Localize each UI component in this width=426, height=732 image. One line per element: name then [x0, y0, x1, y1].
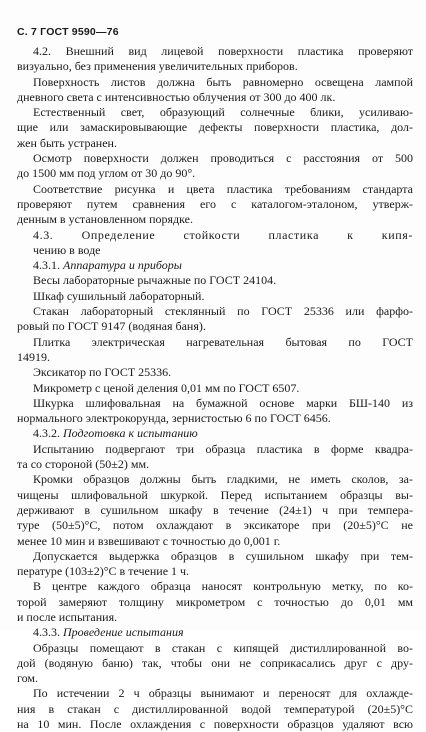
document-body — [17, 44, 413, 732]
text-line — [17, 258, 413, 273]
subsection-number: 4.3.1. — [33, 258, 63, 273]
subsection-title: Проведение испытания — [63, 625, 184, 640]
text-line — [17, 426, 413, 441]
text-line: та со стороной (50±2) мм. — [17, 457, 150, 472]
subsection-title: Аппаратура и приборы — [63, 258, 182, 273]
text-line: до 1500 мм под углом от 30 до 90°. — [17, 166, 196, 181]
text-line: дой (водяную баню) так, чтобы они не соприкасались друг с дру- — [17, 655, 413, 670]
text-line: чищены шлифовальной шкуркой. Перед испытанием образцы вы- — [17, 487, 413, 502]
text-line: Поверхность листов должна быть равномерно освещена лампой — [33, 74, 413, 89]
text-line: дневного света с интенсивностью облучения от 300 до 400 лк. — [17, 89, 336, 104]
text-line: Плитка электрическая нагревательная бытовая по ГОСТ — [33, 334, 413, 349]
text-line: Микрометр с ценой деления 0,01 мм по ГОСТ 6507. — [33, 380, 300, 395]
text-line: жен быть устранен. — [17, 135, 117, 150]
text-line — [17, 625, 413, 640]
text-line: торой замеряют толщину микрометром с точностью до 0,01 мм — [17, 594, 413, 609]
text-line: чению в воде — [33, 242, 101, 257]
text-line: туре (50±5)°С, потом охлаждают в эксикаторе при (20±5)°С не — [17, 518, 413, 533]
text-line: Кромки образцов должны быть гладкими, не иметь сколов, за- — [33, 472, 413, 487]
text-line: Шкурка шлифовальная на бумажной основе марки БШ-140 из — [33, 395, 413, 410]
text-line: проверяют путем сравнения его с каталогом-эталоном, утверж- — [17, 196, 413, 211]
text-line: Допускается выдержка образцов в сушильном шкафу при тем- — [33, 548, 413, 563]
text-line: держивают в сушильном шкафу в течение (24±1) ч при темпера- — [17, 502, 413, 517]
text-line: Весы лабораторные рычажные по ГОСТ 24104. — [33, 273, 277, 288]
text-line: нормального электрокорунда, зернистостью 6 по ГОСТ 6456. — [17, 411, 331, 426]
text-line: ровый по ГОСТ 9147 (водяная баня). — [17, 319, 206, 334]
text-line: щие или замаскировывающие дефекты поверхности пластика, дол- — [17, 120, 413, 135]
text-line: По истечении 2 ч образцы вынимают и переносят для охлажде- — [33, 686, 413, 701]
text-line: Осмотр поверхности должен проводиться с расстояния от 500 — [33, 151, 413, 166]
page-header: С. 7 ГОСТ 9590—76 — [17, 26, 119, 38]
subsection-number: 4.3.2. — [33, 426, 63, 441]
text-line: Стакан лабораторный стеклянный по ГОСТ 25336 или фарфо- — [33, 304, 413, 319]
subsection-number: 4.3.3. — [33, 625, 63, 640]
text-line: Образцы помещают в стакан с кипящей дистиллированной во- — [33, 640, 413, 655]
text-line: 4.3. Определение стойкости пластика к кипя- — [33, 227, 413, 242]
text-line: 14919. — [17, 349, 50, 364]
text-line: менее 10 мин и взвешивают с точностью до 0,001 г. — [17, 533, 281, 548]
text-line: и после испытания. — [17, 609, 118, 624]
text-line: пературе (103±2)°С в течение 1 ч. — [17, 564, 190, 579]
text-line: денным в установленном порядке. — [17, 212, 193, 227]
text-line: ния в стакан с дистиллированной водой температурой (20±5)°С — [17, 701, 413, 716]
text-line: Эксикатор по ГОСТ 25336. — [33, 365, 172, 380]
text-line: визуально, без применения увеличительных приборов. — [17, 59, 298, 74]
text-line: Естественный свет, образующий солнечные блики, усиливаю- — [33, 105, 413, 120]
text-line: на 10 мин. После охлаждения с поверхности образцов удаляют всю — [17, 717, 413, 732]
text-line: Испытанию подвергают три образца пластика в форме квадра- — [33, 441, 413, 456]
text-line: Соответствие рисунка и цвета пластика требованиям стандарта — [33, 181, 413, 196]
text-line: В центре каждого образца наносят контрольную метку, по ко- — [33, 579, 413, 594]
text-line: гом. — [17, 671, 38, 686]
subsection-title: Подготовка к испытанию — [63, 426, 198, 441]
text-line: 4.2. Внешний вид лицевой поверхности пластика проверяют — [33, 44, 413, 58]
text-line: Шкаф сушильный лабораторный. — [33, 288, 205, 303]
